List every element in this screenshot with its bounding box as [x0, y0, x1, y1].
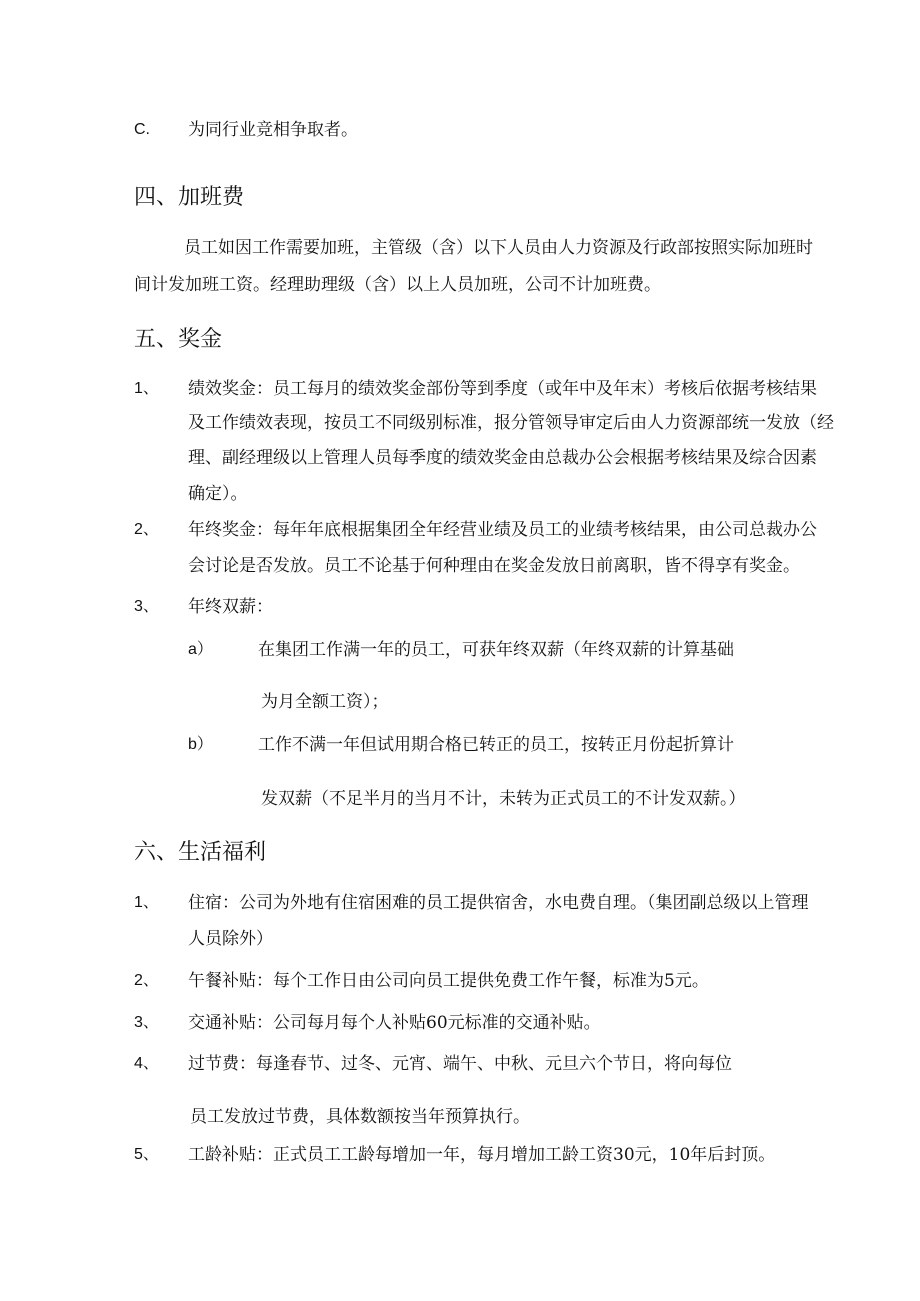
item-c-text: 为同行业竞相争取者。 [188, 120, 358, 140]
section-5-sub-b-line-1: 工作不满一年但试用期合格已转正的员工，按转正月份起折算计 [258, 735, 734, 755]
section-4-paragraph-line-2: 间计发加班工资。经理助理级（含）以上人员加班，公司不计加班费。 [134, 275, 661, 295]
section-6-heading: 六、生活福利 [134, 840, 267, 865]
section-6-item-2-number: 2、 [134, 972, 159, 989]
section-6-item-1-number: 1、 [134, 894, 159, 911]
section-5-sub-a-line-2: 为月全额工资）； [261, 692, 389, 712]
section-5-sub-b-line-2: 发双薪（不足半月的当月不计，未转为正式员工的不计发双薪。） [261, 789, 746, 809]
section-5-item-2-line-1: 年终奖金：每年年底根据集团全年经营业绩及员工的业绩考核结果，由公司总裁办公 [188, 520, 817, 540]
section-5-item-1-number: 1、 [134, 380, 159, 397]
section-6-item-2-line-1: 午餐补贴：每个工作日由公司向员工提供免费工作午餐，标准为5元。 [188, 971, 709, 991]
section-6-item-3-number: 3、 [134, 1014, 159, 1031]
section-5-item-1-line-2: 及工作绩效表现，按员工不同级别标准，报分管领导审定后由人力资源部统一发放（经 [188, 413, 834, 433]
section-6-item-4-line-1: 过节费：每逢春节、过冬、元宵、端午、中秋、元旦六个节日，将向每位 [188, 1054, 732, 1074]
section-5-heading: 五、奖金 [134, 327, 223, 352]
section-5-item-1-line-4: 确定）。 [188, 484, 248, 504]
section-6-item-5-number: 5、 [134, 1146, 159, 1163]
section-4-heading: 四、加班费 [134, 185, 245, 210]
section-6-item-3-line-1: 交通补贴：公司每月每个人补贴60元标准的交通补贴。 [188, 1013, 601, 1033]
section-6-item-1-line-2: 人员除外） [188, 929, 273, 949]
section-5-item-2-number: 2、 [134, 521, 159, 538]
section-5-sub-a-marker: a） [188, 641, 213, 658]
section-4-paragraph-line-1: 员工如因工作需要加班，主管级（含）以下人员由人力资源及行政部按照实际加班时 [184, 238, 813, 258]
section-5-item-3-number: 3、 [134, 598, 159, 615]
section-5-sub-b-marker: b） [188, 736, 213, 753]
section-5-item-1-line-3: 理、副经理级以上管理人员每季度的绩效奖金由总裁办公会根据考核结果及综合因素 [188, 448, 817, 468]
section-6-item-1-line-1: 住宿：公司为外地有住宿困难的员工提供宿舍，水电费自理。（集团副总级以上管理 [188, 893, 809, 913]
section-5-item-1-line-1: 绩效奖金：员工每月的绩效奖金部份等到季度（或年中及年末）考核后依据考核结果 [188, 379, 817, 399]
item-c-marker: C. [134, 121, 150, 138]
section-6-item-4-number: 4、 [134, 1055, 159, 1072]
section-5-sub-a-line-1: 在集团工作满一年的员工，可获年终双薪（年终双薪的计算基础 [258, 640, 734, 660]
section-5-item-2-line-2: 会讨论是否发放。员工不论基于何种理由在奖金发放日前离职，皆不得享有奖金。 [188, 556, 800, 576]
section-6-item-5-line-1: 工龄补贴：正式员工工龄每增加一年，每月增加工龄工资30元，10年后封顶。 [188, 1145, 776, 1165]
section-5-item-3-line-1: 年终双薪： [188, 597, 273, 617]
section-6-item-4-line-2: 员工发放过节费，具体数额按当年预算执行。 [190, 1107, 530, 1127]
